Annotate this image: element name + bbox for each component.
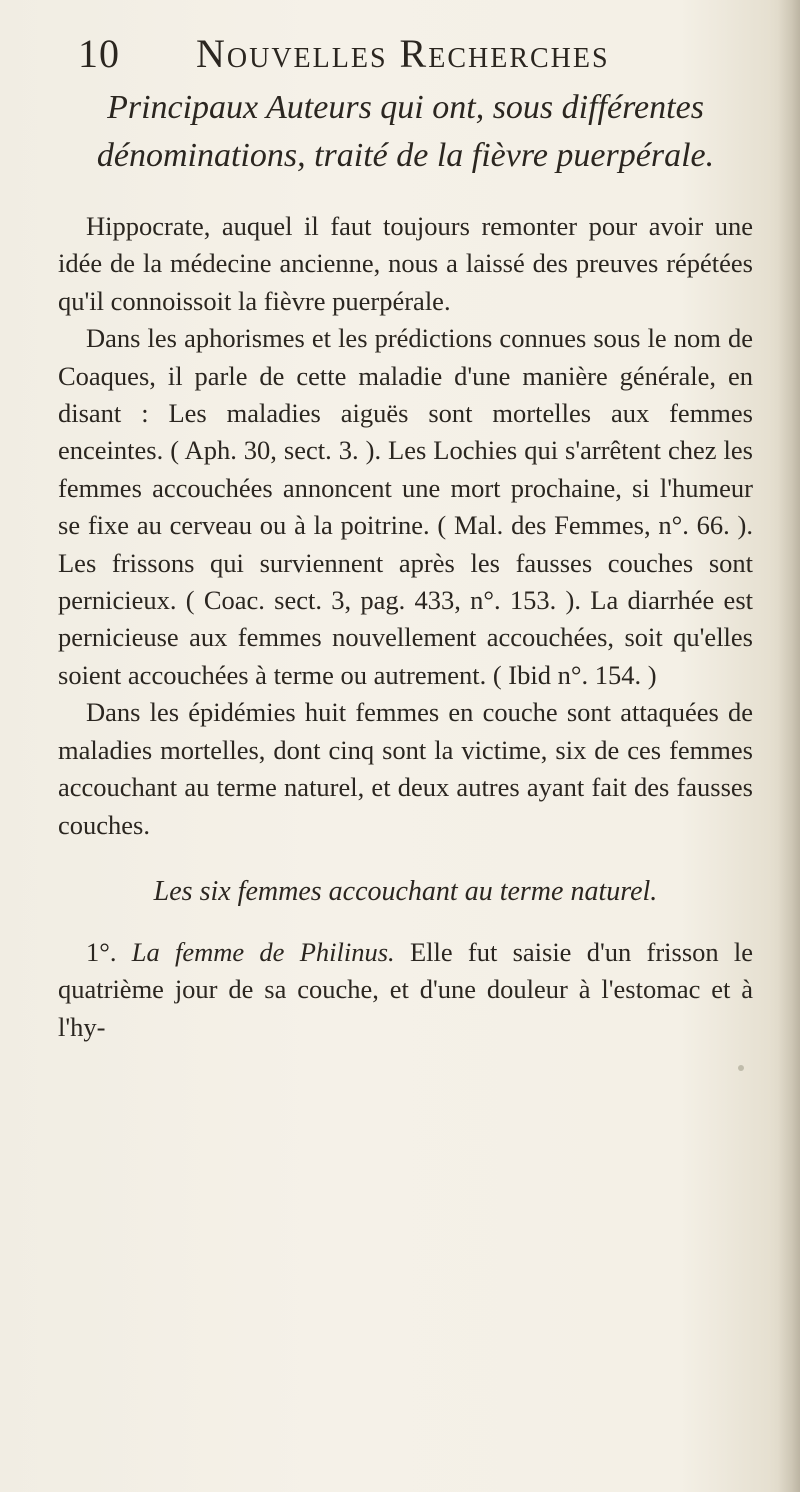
page-edge-shadow xyxy=(778,0,800,1492)
paper-speck xyxy=(738,1065,744,1071)
subheading: Les six femmes accouchant au terme naturel. xyxy=(153,875,658,907)
page-body xyxy=(58,84,753,1046)
paragraph-aphorismes: Dans les aphorismes et les prédictions connues sous le nom de Coaques, il parle de cette maladie d'une manière générale, en disant : Les maladies aiguës sont mortelles aux femmes enceintes. ( Aph. 30, sect. 3. ). Les Lochies qui s'arrêtent chez les femmes accouchées annoncent une mort prochaine, si l'humeur se fixe au cerveau ou à la poitrine. ( Mal. des Femmes, n°. 66. ). Les frissons qui surviennent après les fausses couches sont pernicieux. ( Coac. sect. 3, pag. 433, n°. 153. ). La diarrhée est pernicieuse aux femmes nouvellement accouchées, soit qu'elles soient accouchées à terme ou autrement. ( Ibid n°. 154. ) xyxy=(58,323,753,690)
paragraph-group xyxy=(58,208,753,844)
section-title: Principaux Auteurs qui ont, sous différentes dénominations, traité de la fièvre puerpérale. xyxy=(96,89,715,174)
case-text: Elle fut saisie d'un frisson le quatrième jour de sa couche, et d'une douleur à l'estomac et à l'hy- xyxy=(58,936,754,1042)
case-title: La femme de Philinus. xyxy=(131,936,395,967)
case-number: 1°. xyxy=(86,936,117,967)
paragraph-hippocrate: Hippocrate, auquel il faut toujours remonter pour avoir une idée de la médecine ancienne, nous a laissé des preuves répétées qu'il connoissoit la fièvre puerpérale. xyxy=(58,211,753,316)
paragraph-epidemies: Dans les épidémies huit femmes en couche sont attaquées de maladies mortelles, dont cinq sont la victime, six de ces femmes accouchant au terme naturel, et deux autres ayant fait des fausses couches. xyxy=(58,697,753,840)
case-entry xyxy=(58,934,753,1046)
running-head: Nouvelles Recherches xyxy=(196,31,610,76)
page-header xyxy=(0,22,800,78)
page-number: 10 xyxy=(78,31,120,76)
